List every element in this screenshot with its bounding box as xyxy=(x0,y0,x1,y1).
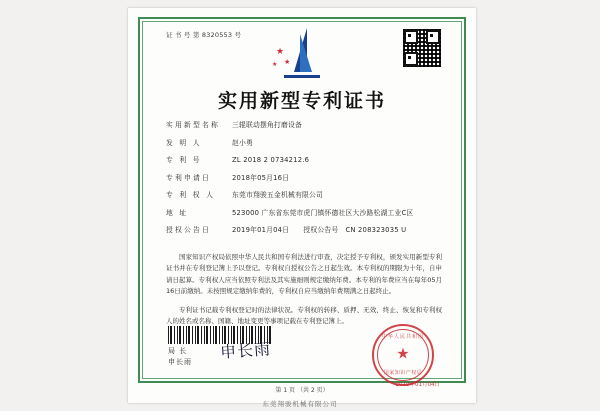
field-value: 三辊联动摆角打磨设备 xyxy=(232,121,302,129)
grant-announcement-label: 授权公告号 xyxy=(303,226,339,235)
corner-ornament-top-left xyxy=(138,17,156,35)
field-value xyxy=(232,225,442,236)
field-label: 实用新型名称 xyxy=(166,121,220,129)
body-paragraph-1: 国家知识产权局依照中华人民共和国专利法进行审查，决定授予专利权，颁发实用新型专利证书并在专利登记簿上予以登记。专利权自授权公告之日起生效。本专利权的期限为十年，自申请日起算。专利权人应当依照专利法及其实施细则规定缴纳年费。本专利的年费应当在每年05月16日前缴纳。未按照规定缴纳年费的，专利权自应当缴纳年费期满之日起终止。 xyxy=(166,253,442,296)
field-label: 发 明 人 xyxy=(166,138,202,147)
field-row-inventor xyxy=(166,138,442,149)
seal-date: 2019年01月04日 xyxy=(395,382,440,388)
field-label: 专利申请日 xyxy=(166,173,211,182)
field-row-utility-model-name xyxy=(166,120,442,131)
director-name-line: 申长雨 xyxy=(168,357,192,366)
qr-eye-icon xyxy=(404,52,418,66)
emblem-star-icon: ★ xyxy=(284,58,291,66)
field-row-patentee xyxy=(166,190,442,201)
field-value: 523000 广东省东莞市虎门镇怀德社区大沙路松湖工业C区 xyxy=(232,208,414,217)
emblem-star-icon: ★ xyxy=(272,61,278,68)
field-label: 专 利 号 xyxy=(166,156,202,165)
qr-eye-icon xyxy=(404,30,418,44)
qr-code-icon xyxy=(402,28,442,68)
emblem-sail-shape-secondary xyxy=(300,34,312,72)
certificate-number: 证 书 号 第 8320553 号 xyxy=(166,31,242,39)
handwritten-signature: 申长雨 xyxy=(219,339,272,362)
seal-star-icon: ★ xyxy=(396,344,410,363)
seal-bottom-text: 国家知识产权局 xyxy=(383,370,423,376)
field-row-application-date xyxy=(166,173,442,184)
qr-eye-icon xyxy=(426,30,440,44)
field-row-address xyxy=(166,208,442,219)
patent-office-emblem-icon xyxy=(270,28,334,80)
field-label: 专 利 权 人 xyxy=(166,191,216,200)
director-signature-label xyxy=(168,346,192,367)
corner-ornament-bottom-right xyxy=(448,365,466,383)
certificate-body-text xyxy=(166,252,442,334)
field-value: 2018年05月16日 xyxy=(232,173,290,182)
certificate-sheet xyxy=(128,8,476,403)
director-title-line: 局 长 xyxy=(168,347,188,355)
certificate-fields xyxy=(166,120,442,243)
certificate-title: 实用新型专利证书 xyxy=(217,90,386,112)
seal-top-text: 中华人民共和国 xyxy=(381,334,424,340)
footer-watermark-note: 东莞翔骏机械有限公司 xyxy=(262,400,338,408)
official-red-seal xyxy=(372,324,434,386)
field-label: 地 址 xyxy=(166,208,189,217)
field-value: 东莞市翔骏五金机械有限公司 xyxy=(232,191,323,200)
grant-date-value: 2019年01月04日 xyxy=(232,226,290,235)
field-row-grant-announcement xyxy=(166,225,442,236)
field-label: 授权公告日 xyxy=(166,226,211,235)
field-row-patent-number xyxy=(166,155,442,166)
emblem-star-icon: ★ xyxy=(276,47,285,57)
page-number: 第 1 页 （共 2 页） xyxy=(275,387,329,394)
emblem-base-bar xyxy=(284,75,320,78)
corner-ornament-bottom-left xyxy=(138,365,156,383)
body-paragraph-2: 专利证书记载专利权登记时的法律状况。专利权的转移、质押、无效、终止、恢复和专利权人的姓名或名称、国籍、地址变更等事项记载在专利登记簿上。 xyxy=(166,305,442,325)
grant-announcement-value: CN 208323035 U xyxy=(345,226,407,235)
field-value: 赵小勇 xyxy=(232,138,253,147)
field-value: ZL 2018 2 0734212.6 xyxy=(232,156,310,165)
corner-ornament-top-right xyxy=(448,17,466,35)
